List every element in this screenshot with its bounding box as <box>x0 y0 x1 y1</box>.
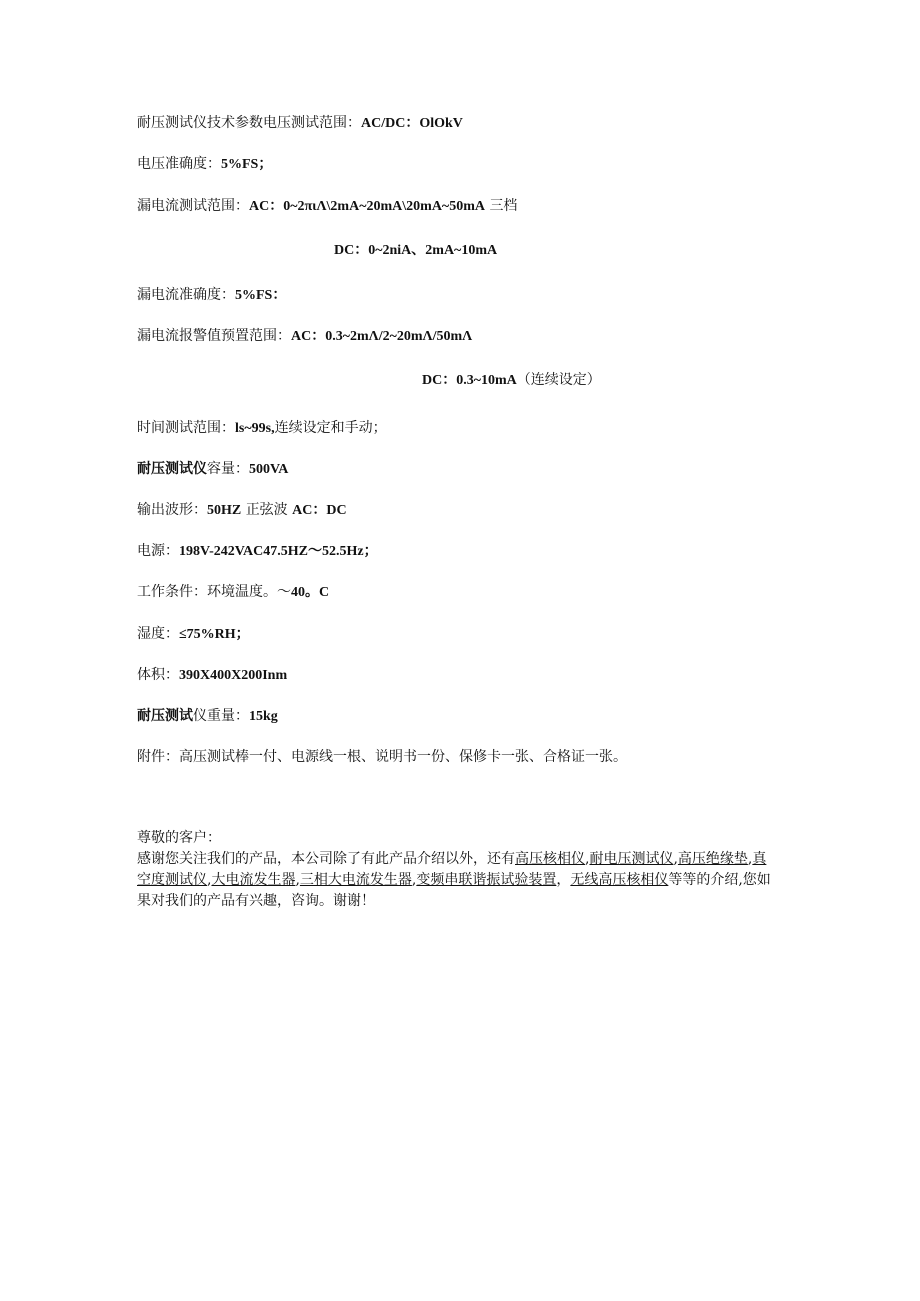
spec-label: 漏电流报警值预置范围： <box>137 328 291 344</box>
spec-label: 电源： <box>137 543 179 559</box>
spec-leakage-accuracy <box>137 285 286 306</box>
spec-suffix: 连续设定和手动； <box>274 420 387 436</box>
link-current-generator[interactable]: 大电流发生器 <box>211 872 296 888</box>
separator: , <box>747 851 753 867</box>
spec-value: 5%FS； <box>221 157 273 172</box>
spec-value: 500VA <box>249 462 289 477</box>
link-phase-checker[interactable]: 高压核相仪 <box>515 851 585 867</box>
spec-value: 40。C <box>291 585 330 600</box>
spec-label: 漏电流测试范围： <box>137 198 249 214</box>
spec-alarm-preset-dc <box>422 370 601 391</box>
link-three-phase-generator[interactable]: 三相大电流发生器 <box>299 872 412 888</box>
closing-outro: 等等的介绍,您如果对我们的产品有兴趣，咨询。谢谢！ <box>137 872 771 909</box>
separator: ， <box>556 872 571 888</box>
spec-value: DC：0~2niA、2mA~10mA <box>334 243 498 258</box>
spec-mid: 正弦波 <box>245 502 288 518</box>
spec-value: DC：0.3~10mA <box>422 373 517 388</box>
separator: , <box>585 851 590 867</box>
separator: , <box>673 851 678 867</box>
spec-suffix: （连续设定） <box>516 372 601 388</box>
greeting: 尊敬的客户： <box>137 830 221 846</box>
spec-label: 输出波形： <box>137 502 207 518</box>
closing-paragraph <box>137 828 777 912</box>
spec-accessories <box>137 747 627 767</box>
spec-voltage-accuracy <box>137 154 272 175</box>
spec-value: AC：0.3~2mΛ/2~20mΛ/50mΛ <box>291 329 473 344</box>
spec-label: 体积： <box>137 667 179 683</box>
spec-label: 仪重量： <box>193 708 249 724</box>
spec-voltage-range <box>137 113 463 134</box>
link-wireless-phase-checker[interactable]: 无线高压核相仪 <box>570 872 669 888</box>
spec-text: 附件：高压测试棒一付、电源线一根、说明书一份、保修卡一张、合格证一张。 <box>137 749 627 765</box>
spec-label: 时间测试范围： <box>137 420 235 436</box>
spec-waveform <box>137 500 347 521</box>
link-withstand-tester[interactable]: 耐电压测试仪 <box>589 851 674 867</box>
spec-leakage-range <box>137 196 517 217</box>
spec-label: 湿度： <box>137 626 179 642</box>
spec-alarm-preset <box>137 326 472 347</box>
spec-value: AC/DC：OlOkV <box>361 116 463 131</box>
spec-label-bold: 耐压测试 <box>137 708 193 724</box>
spec-time-range <box>137 418 387 439</box>
spec-value: 198V-242VAC47.5HZ～52.5Hz； <box>179 544 378 559</box>
spec-volume <box>137 665 287 686</box>
spec-value: 50HZ <box>207 503 242 518</box>
spec-weight <box>137 706 278 727</box>
spec-value: ls~99s, <box>235 421 275 436</box>
spec-value: AC：0~2πιΛ\2mA~20mA\20mA~50mA <box>249 199 485 214</box>
spec-value: 15kg <box>249 709 278 724</box>
spec-value: 390X400X200Inm <box>179 668 288 683</box>
separator: , <box>207 872 212 888</box>
closing-intro: 感谢您关注我们的产品，本公司除了有此产品介绍以外，还有 <box>137 851 515 867</box>
spec-label: 容量： <box>207 461 249 477</box>
spec-capacity <box>137 459 288 480</box>
closing-body <box>137 849 777 912</box>
link-insulation-mat[interactable]: 高压绝缘垫 <box>677 851 748 867</box>
spec-value: ≤75%RH； <box>179 627 250 642</box>
spec-label: 电压准确度： <box>137 156 221 172</box>
link-vacuum-tester[interactable]: 真空度测试仪 <box>137 851 767 888</box>
separator: , <box>411 872 417 888</box>
spec-value: 5%FS： <box>235 288 287 303</box>
spec-label: 耐压测试仪技术参数电压测试范围： <box>137 115 361 131</box>
spec-power <box>137 541 378 562</box>
link-resonance-device[interactable]: 变频串联谐振试验装置 <box>416 872 557 888</box>
spec-label-bold: 耐压测试仪 <box>137 461 207 477</box>
spec-label: 漏电流准确度： <box>137 287 235 303</box>
spec-leakage-range-dc <box>334 240 497 261</box>
spec-humidity <box>137 624 250 645</box>
spec-label: 工作条件：环境温度。～ <box>137 584 291 600</box>
spec-operating-temp <box>137 582 329 603</box>
spec-value: AC：DC <box>292 503 347 518</box>
separator: , <box>295 872 300 888</box>
spec-suffix: 三档 <box>489 198 518 214</box>
